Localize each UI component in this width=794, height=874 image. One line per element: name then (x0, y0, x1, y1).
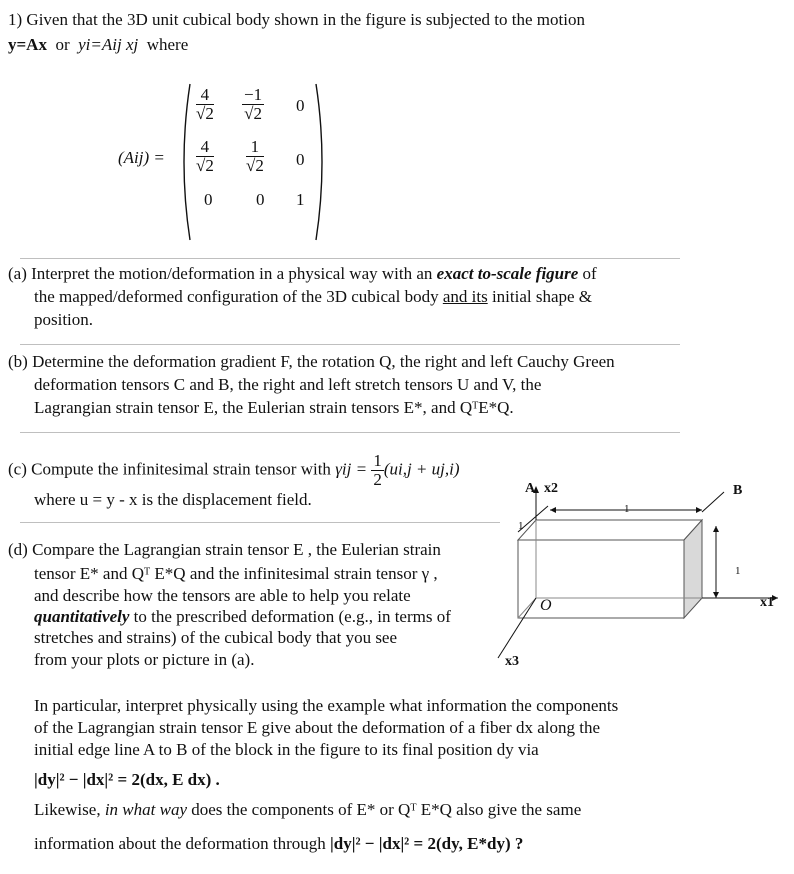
matrix-r2c1: $\frac{4}{√2}$ (196, 137, 214, 175)
matrix-r2c2: $\frac{1}{√2}$ (246, 137, 264, 175)
part-c-line2: where u = y - x is the displacement field. (34, 490, 312, 509)
label-x1: x1 (760, 595, 774, 610)
part-d-line1: (d) Compare the Lagrangian strain tensor E , the Eulerian strain (8, 540, 441, 559)
where-text: where (146, 35, 189, 54)
particular-line1: In particular, interpret physically using the example what information the components (34, 696, 619, 715)
part-c-line1: (c) Compute the infinitesimal strain tensor with γij = $\frac{1}{2}$ (ui,j + uj,i) (8, 451, 460, 489)
index-equation: yi=Aij xj (78, 35, 139, 54)
motion-equation: y=Ax (8, 35, 47, 54)
part-d-line3: and describe how the tensors are able to help you relate (34, 586, 411, 605)
label-O: O (540, 597, 552, 614)
part-d-line6: from your plots or picture in (a). (34, 650, 255, 669)
problem-intro-line1: 1) Given that the 3D unit cubical body shown in the figure is subjected to the motion (8, 10, 585, 29)
particular-line3: initial edge line A to B of the block in the figure to its final position dy via (34, 740, 539, 759)
matrix-r2c3: 0 (296, 150, 305, 169)
label-A: A (525, 481, 536, 496)
divider-d (20, 522, 500, 523)
matrix-r1c3: 0 (296, 96, 305, 115)
matrix-r3c1: 0 (204, 190, 213, 209)
matrix-r3c2: 0 (256, 190, 265, 209)
or-text: or (55, 35, 70, 54)
particular-line2: of the Lagrangian strain tensor E give about the deformation of a fiber dx along the (34, 718, 601, 737)
equation-1: |dy|² − |dx|² = 2(dx, E dx) . (34, 770, 220, 789)
divider-a (20, 258, 680, 259)
label-B: B (733, 483, 743, 498)
exact-figure-emphasis: exact to-scale figure (436, 264, 579, 283)
problem-intro-line2 (8, 35, 188, 55)
label-x2: x2 (544, 481, 558, 496)
part-d-line4: quantitatively to the prescribed deformation (e.g., in terms of (34, 607, 451, 626)
dim-top: 1 (624, 503, 630, 515)
divider-c (20, 432, 680, 433)
part-a-line3: position. (34, 310, 94, 329)
dim-side: 1 (735, 565, 741, 577)
particular-line6: information about the deformation through |dy|² − |dx|² = 2(dy, E*dy) ? (34, 834, 524, 853)
x3-axis (498, 598, 536, 658)
dim-depth: 1 (518, 520, 524, 532)
equation-2: |dy|² − |dx|² = 2(dy, E*dy) ? (330, 834, 524, 853)
part-b-line3: Lagrangian strain tensor E, the Eulerian strain tensors E*, and QᵀE*Q. (34, 398, 514, 417)
label-x3: x3 (505, 654, 519, 669)
matrix-r1c1: $\frac{4}{√2}$ (196, 85, 214, 123)
part-d-line5: stretches and strains) of the cubical body that you see (34, 628, 398, 647)
part-a-line2: the mapped/deformed configuration of the 3D cubical body and its initial shape & (34, 287, 593, 306)
matrix-label: (Aij) = (118, 148, 165, 167)
cube-figure (488, 470, 788, 670)
part-b-line1: (b) Determine the deformation gradient F, the rotation Q, the right and left Cauchy Green (8, 352, 615, 371)
part-b-line2: deformation tensors C and B, the right and left stretch tensors U and V, the (34, 375, 542, 394)
part-d-line2: tensor E* and Qᵀ E*Q and the infinitesimal strain tensor γ , (34, 564, 438, 583)
matrix-r3c3: 1 (296, 190, 305, 209)
matrix-r1c2: $\frac{-1}{√2}$ (244, 85, 263, 123)
part-a-line1: (a) Interpret the motion/deformation in a physical way with an exact to-scale figure of (8, 264, 597, 283)
cube-top-face (518, 520, 702, 540)
divider-b (20, 344, 680, 345)
particular-line5: Likewise, in what way does the components of E* or Qᵀ E*Q also give the same (34, 800, 582, 819)
